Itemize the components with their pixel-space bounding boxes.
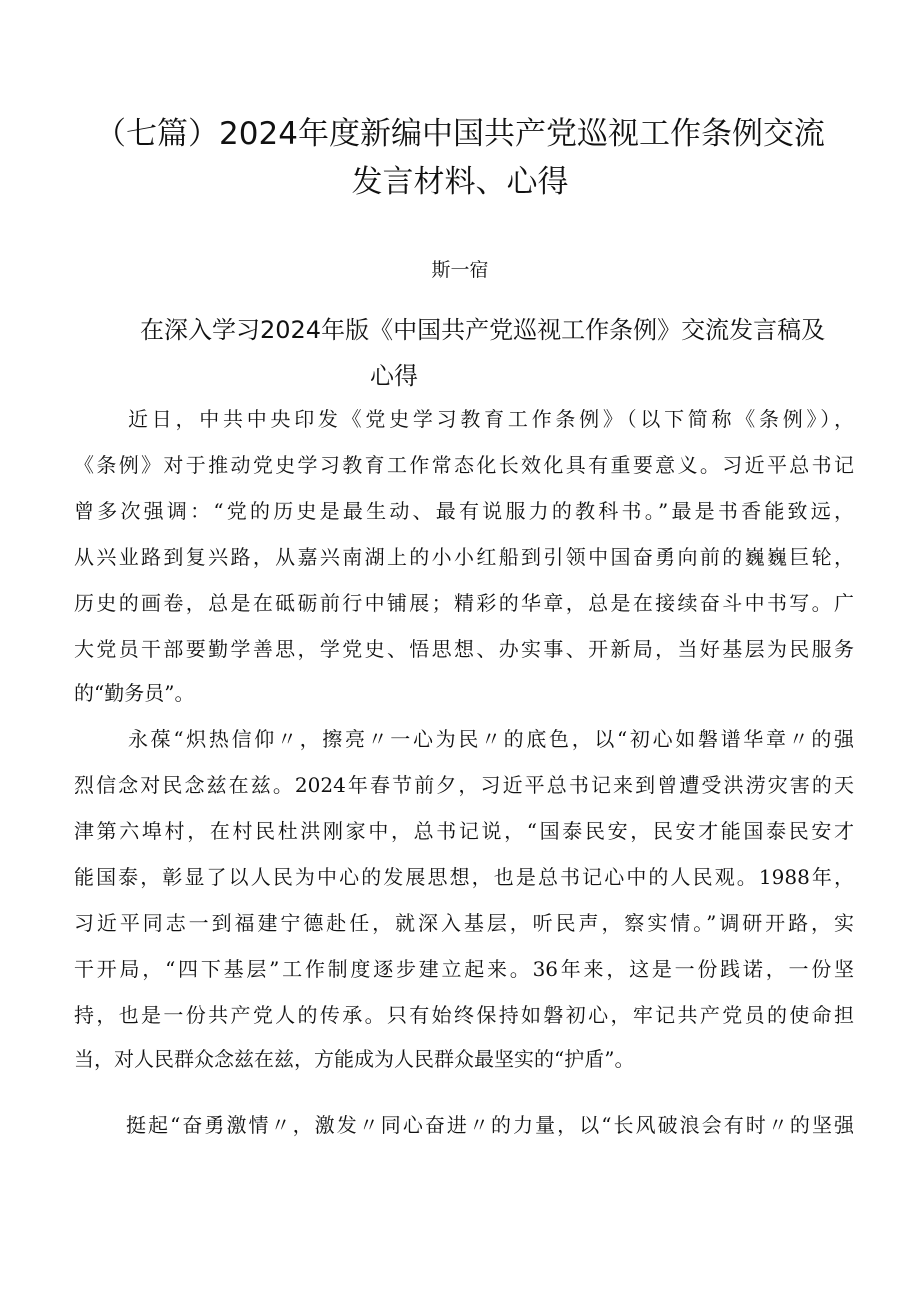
paragraph-1-line: 历史的画卷，总是在砥砺前行中铺展；精彩的华章，总是在接续奋斗中书写。广 xyxy=(74,591,854,615)
paragraph-1-line: 从兴业路到复兴路，从嘉兴南湖上的小小红船到引领中国奋勇向前的巍巍巨轮， xyxy=(74,545,854,569)
paragraph-1-line: 近日，中共中央印发《党史学习教育工作条例》（以下简称《条例》）， xyxy=(128,407,854,431)
document-title-line-2: 发言材料、心得 xyxy=(351,164,569,200)
document-title-line-1: （七篇）2024年度新编中国共产党巡视工作条例交流 xyxy=(95,116,825,152)
paragraph-3-line: 挺起“奋勇激情〃，激发〃同心奋进〃的力量，以“长风破浪会有时〃的坚强 xyxy=(126,1113,854,1137)
paragraph-2-line: 永葆“炽热信仰〃，擦亮〃一心为民〃的底色，以“初心如磐谱华章〃的强 xyxy=(128,727,854,751)
section-label: 斯一宿 xyxy=(431,259,489,281)
paragraph-2-line: 烈信念对民念兹在兹。2024年春节前夕，习近平总书记来到曾遭受洪涝灾害的天 xyxy=(74,773,854,797)
paragraph-2-line: 当，对人民群众念兹在兹，方能成为人民群众最坚实的“护盾”。 xyxy=(74,1047,635,1071)
article-subtitle-line-1: 在深入学习2024年版《中国共产党巡视工作条例》交流发言稿及 xyxy=(140,316,826,344)
paragraph-2-line: 津第六埠村，在村民杜洪刚家中，总书记说，“国泰民安，民安才能国泰民安才 xyxy=(74,819,854,843)
article-subtitle-line-2: 心得 xyxy=(370,362,418,390)
paragraph-2-line: 持，也是一份共产党人的传承。只有始终保持如磐初心，牢记共产党员的使命担 xyxy=(74,1003,854,1027)
paragraph-1-line: 曾多次强调：“党的历史是最生动、最有说服力的教科书。”最是书香能致远， xyxy=(74,499,854,523)
paragraph-2-line: 干开局，“四下基层”工作制度逐步建立起来。36年来，这是一份践诺，一份坚 xyxy=(74,957,854,981)
paragraph-1-line: 大党员干部要勤学善思，学党史、悟思想、办实事、开新局，当好基层为民服务 xyxy=(74,637,854,661)
paragraph-2-line: 习近平同志一到福建宁德赴任，就深入基层，听民声，察实情。”调研开路，实 xyxy=(74,911,854,935)
paragraph-1-line: 《条例》对于推动党史学习教育工作常态化长效化具有重要意义。习近平总书记 xyxy=(74,453,854,477)
paragraph-2-line: 能国泰，彰显了以人民为中心的发展思想，也是总书记心中的人民观。1988年， xyxy=(74,865,854,889)
paragraph-1-line: 的“勤务员”。 xyxy=(74,681,195,705)
